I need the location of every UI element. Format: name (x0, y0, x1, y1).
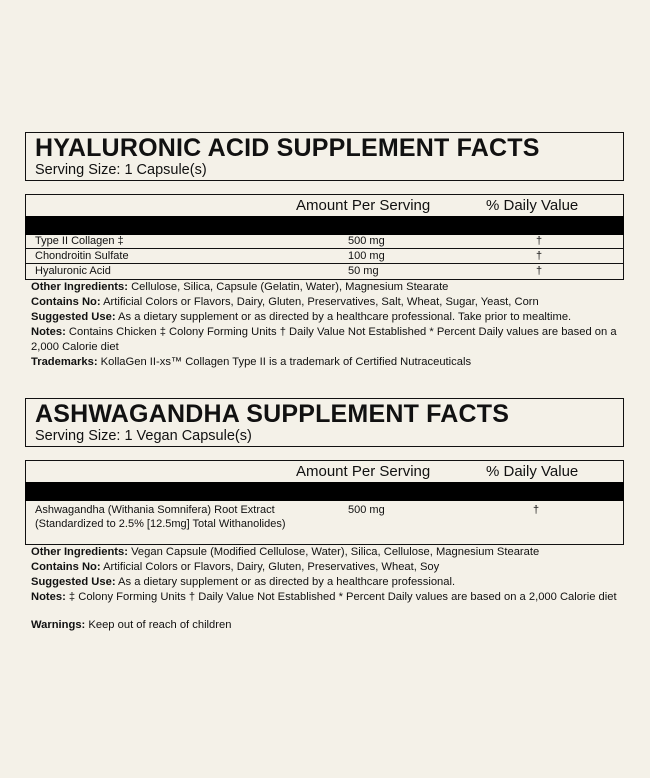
ashwagandha-notes (31, 545, 621, 633)
table-header (26, 195, 623, 216)
ingredient-name: Hyaluronic Acid (35, 265, 111, 277)
hyaluronic-title: HYALURONIC ACID SUPPLEMENT FACTS (35, 134, 540, 162)
hyaluronic-notes (31, 280, 621, 370)
warnings: Warnings: Keep out of reach of children (31, 619, 232, 631)
other-ingredients: Other Ingredients: Vegan Capsule (Modified Cellulose, Water), Silica, Cellulose, Magnesium Stearate (31, 546, 540, 558)
contains-no: Contains No: Artificial Colors or Flavors, Dairy, Gluten, Preservatives, Salt, Wheat, Sugar, Yeast, Corn (31, 296, 539, 308)
hyaluronic-facts-table (25, 194, 624, 280)
suggested-use: Suggested Use: As a dietary supplement or as directed by a healthcare professional. Take prior to mealtime. (31, 311, 572, 323)
ashwagandha-title: ASHWAGANDHA SUPPLEMENT FACTS (35, 400, 510, 428)
table-row (26, 250, 623, 264)
ingredient-name: Ashwagandha (Withania Somnifera) Root Extract (Standardized to 2.5% [12.5mg] Total Withanolides) (35, 504, 286, 530)
ashwagandha-serving-size: Serving Size: 1 Vegan Capsule(s) (35, 428, 252, 444)
hyaluronic-title-box (25, 132, 624, 181)
ashwagandha-facts-table (25, 460, 624, 545)
contains-no: Contains No: Artificial Colors or Flavors, Dairy, Gluten, Preservatives, Wheat, Soy (31, 561, 440, 573)
daily-value-header: % Daily Value (486, 197, 579, 214)
ingredient-dv: † (536, 235, 543, 247)
header-bar (25, 216, 624, 235)
trademarks: Trademarks: KollaGen II-xs™ Collagen Type II is a trademark of Certified Nutraceuticals (31, 356, 472, 368)
ingredient-dv: † (536, 265, 543, 277)
ingredient-amount: 500 mg (348, 504, 385, 516)
other-ingredients: Other Ingredients: Cellulose, Silica, Capsule (Gelatin, Water), Magnesium Stearate (31, 281, 449, 293)
ingredient-name: Type II Collagen ‡ (35, 235, 124, 247)
suggested-use: Suggested Use: As a dietary supplement or as directed by a healthcare professional. (31, 576, 456, 588)
table-header (26, 461, 623, 482)
table-row (26, 265, 623, 278)
notes-line: Notes: Contains Chicken ‡ Colony Forming Units † Daily Value Not Established * Percent Daily values are based on a 2,000 Calorie diet (31, 326, 617, 353)
table-row (26, 235, 623, 249)
ingredient-amount: 50 mg (348, 265, 379, 277)
notes-line: Notes: ‡ Colony Forming Units † Daily Value Not Established * Percent Daily values are based on a 2,000 Calorie diet (31, 591, 617, 603)
ingredient-dv: † (533, 504, 540, 516)
amount-per-serving-header: Amount Per Serving (296, 197, 431, 214)
amount-per-serving-header: Amount Per Serving (296, 463, 431, 480)
ingredient-name: Chondroitin Sulfate (35, 250, 129, 262)
header-bar (25, 482, 624, 501)
ingredient-amount: 100 mg (348, 250, 385, 262)
ashwagandha-title-box (25, 398, 624, 447)
daily-value-header: % Daily Value (486, 463, 579, 480)
ingredient-dv: † (536, 250, 543, 262)
ingredient-amount: 500 mg (348, 235, 385, 247)
hyaluronic-serving-size: Serving Size: 1 Capsule(s) (35, 162, 207, 178)
